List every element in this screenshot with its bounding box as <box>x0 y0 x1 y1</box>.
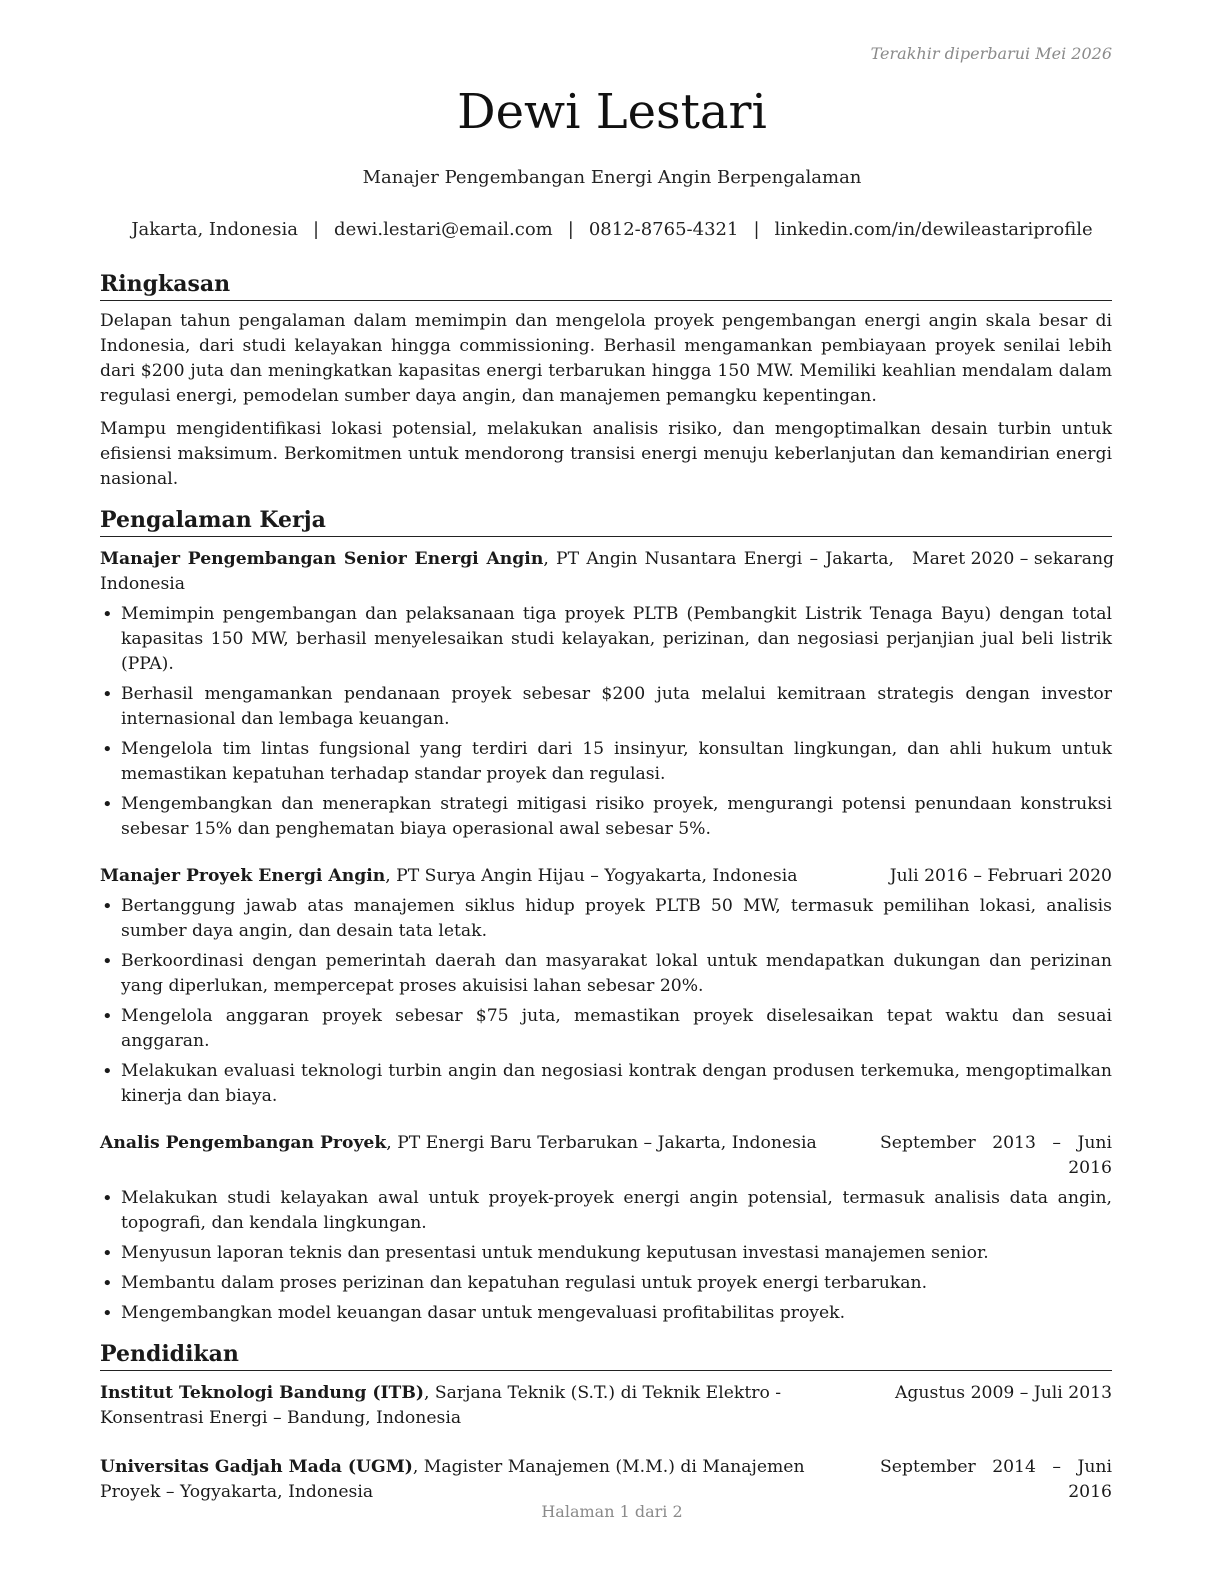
job-title-line <box>100 1131 862 1156</box>
education-detail: , Sarjana Teknik (S.T.) di Teknik Elektro - Konsentrasi Energi – Bandung, Indonesia <box>100 1383 782 1428</box>
job-bullets <box>100 894 1112 1109</box>
education-entry <box>100 1381 1112 1431</box>
section-title-summary: Ringkasan <box>100 270 1112 301</box>
list-item: • Mengelola tim lintas fungsional yang terdiri dari 15 insinyur, konsultan lingkungan, dan ahli hukum untuk memastikan kepatuhan terhadap standar proyek dan regulasi. <box>100 737 1112 787</box>
contact-separator: | <box>312 219 320 240</box>
list-item: • Menyusun laporan teknis dan presentasi untuk mendukung keputusan investasi manajemen senior. <box>100 1241 1112 1266</box>
education-school: Universitas Gadjah Mada (UGM) <box>100 1457 413 1477</box>
education-header <box>100 1381 1112 1431</box>
job-role: Analis Pengembangan Proyek <box>100 1133 387 1153</box>
resume-content <box>100 270 1115 1505</box>
list-item: • Mengembangkan dan menerapkan strategi mitigasi risiko proyek, mengurangi potensi penundaan konstruksi sebesar 15% dan penghematan biaya operasional awal sebesar 5%. <box>100 792 1112 842</box>
job-header <box>100 547 1115 597</box>
education-dates: September 2014 – Juni 2016 <box>880 1457 1112 1502</box>
summary-paragraph: Delapan tahun pengalaman dalam memimpin dan mengelola proyek pengembangan energi angin skala besar di Indonesia, dari studi kelayakan hingga commissioning. Berhasil mengamankan pembiayaan proyek senilai lebih dari $200 juta dan meningkatkan kapasitas energi terbarukan hingga 150 MW. Memiliki keahlian mendalam dalam regulasi energi, pemodelan sumber daya angin, dan manajemen pemangku kepentingan. <box>100 311 1112 406</box>
job-role: Manajer Pengembangan Senior Energi Angin <box>100 549 544 569</box>
last-updated: Terakhir diperbarui Mei 2026 <box>870 44 1112 63</box>
job-bullets <box>100 1186 1112 1326</box>
job-dates: Maret 2020 – sekarang <box>912 549 1115 569</box>
person-name: Dewi Lestari <box>457 84 767 140</box>
contact-phone: 0812-8765-4321 <box>588 219 739 240</box>
job-bullets <box>100 602 1112 842</box>
education-line <box>100 1381 877 1431</box>
job-entry <box>100 1131 1112 1326</box>
section-title-education: Pendidikan <box>100 1340 1112 1371</box>
summary-paragraph: Mampu mengidentifikasi lokasi potensial, melakukan analisis risiko, dan mengoptimalkan desain turbin untuk efisiensi maksimum. Berkomitmen untuk mendorong transisi energi menuju keberlanjutan dan kemandirian energi nasional. <box>100 419 1112 489</box>
education-detail: , Magister Manajemen (M.M.) di Manajemen Proyek – Yogyakarta, Indonesia <box>100 1457 805 1502</box>
list-item: • Berhasil mengamankan pendanaan proyek sebesar $200 juta melalui kemitraan strategis dengan investor internasional dan lembaga keuangan. <box>100 682 1112 732</box>
contact-line <box>0 219 1224 240</box>
contact-email[interactable]: dewi.lestari@email.com <box>334 219 553 240</box>
job-dates: Juli 2016 – Februari 2020 <box>889 866 1112 886</box>
job-dates: September 2013 – Juni 2016 <box>880 1133 1112 1178</box>
list-item: • Melakukan evaluasi teknologi turbin angin dan negosiasi kontrak dengan produsen terkemuka, mengoptimalkan kinerja dan biaya. <box>100 1059 1112 1109</box>
job-org: , PT Angin Nusantara Energi – Jakarta, Indonesia <box>100 549 894 594</box>
contact-location: Jakarta, Indonesia <box>131 219 298 240</box>
contact-separator: | <box>753 219 760 240</box>
page-number: Halaman 1 dari 2 <box>541 1502 683 1521</box>
list-item: • Mengembangkan model keuangan dasar untuk mengevaluasi profitabilitas proyek. <box>100 1301 1112 1326</box>
job-org: , PT Energi Baru Terbarukan – Jakarta, Indonesia <box>386 1133 817 1153</box>
education-entry <box>100 1455 1112 1505</box>
education-dates: Agustus 2009 – Juli 2013 <box>895 1383 1112 1403</box>
list-item: • Bertanggung jawab atas manajemen siklus hidup proyek PLTB 50 MW, termasuk pemilihan lokasi, analisis sumber daya angin, dan desain tata letak. <box>100 894 1112 944</box>
list-item: • Mengelola anggaran proyek sebesar $75 juta, memastikan proyek diselesaikan tepat waktu dan sesuai anggaran. <box>100 1004 1112 1054</box>
education-header <box>100 1455 1112 1505</box>
job-role: Manajer Proyek Energi Angin <box>100 866 386 886</box>
job-org: , PT Surya Angin Hijau – Yogyakarta, Indonesia <box>385 866 798 886</box>
job-header <box>100 864 1112 889</box>
section-title-experience: Pengalaman Kerja <box>100 506 1112 537</box>
job-title-line <box>100 547 894 597</box>
list-item: • Berkoordinasi dengan pemerintah daerah dan masyarakat lokal untuk mendapatkan dukungan dan perizinan yang diperlukan, mempercepat proses akuisisi lahan sebesar 20%. <box>100 949 1112 999</box>
list-item: • Melakukan studi kelayakan awal untuk proyek-proyek energi angin potensial, termasuk analisis data angin, topografi, dan kendala lingkungan. <box>100 1186 1112 1236</box>
headline: Manajer Pengembangan Energi Angin Berpengalaman <box>362 167 862 188</box>
list-item: • Memimpin pengembangan dan pelaksanaan tiga proyek PLTB (Pembangkit Listrik Tenaga Bayu) dengan total kapasitas 150 MW, berhasil menyelesaikan studi kelayakan, perizinan, dan negosiasi perjanjian jual beli listrik (PPA). <box>100 602 1112 677</box>
job-title-line <box>100 864 872 889</box>
education-school: Institut Teknologi Bandung (ITB) <box>100 1383 424 1403</box>
job-entry <box>100 864 1112 1109</box>
job-header <box>100 1131 1112 1181</box>
job-entry <box>100 547 1115 842</box>
contact-separator: | <box>567 219 574 240</box>
contact-linkedin[interactable]: linkedin.com/in/dewileastariprofile <box>774 219 1093 240</box>
list-item: • Membantu dalam proses perizinan dan kepatuhan regulasi untuk proyek energi terbarukan. <box>100 1271 1112 1296</box>
education-line <box>100 1455 862 1505</box>
